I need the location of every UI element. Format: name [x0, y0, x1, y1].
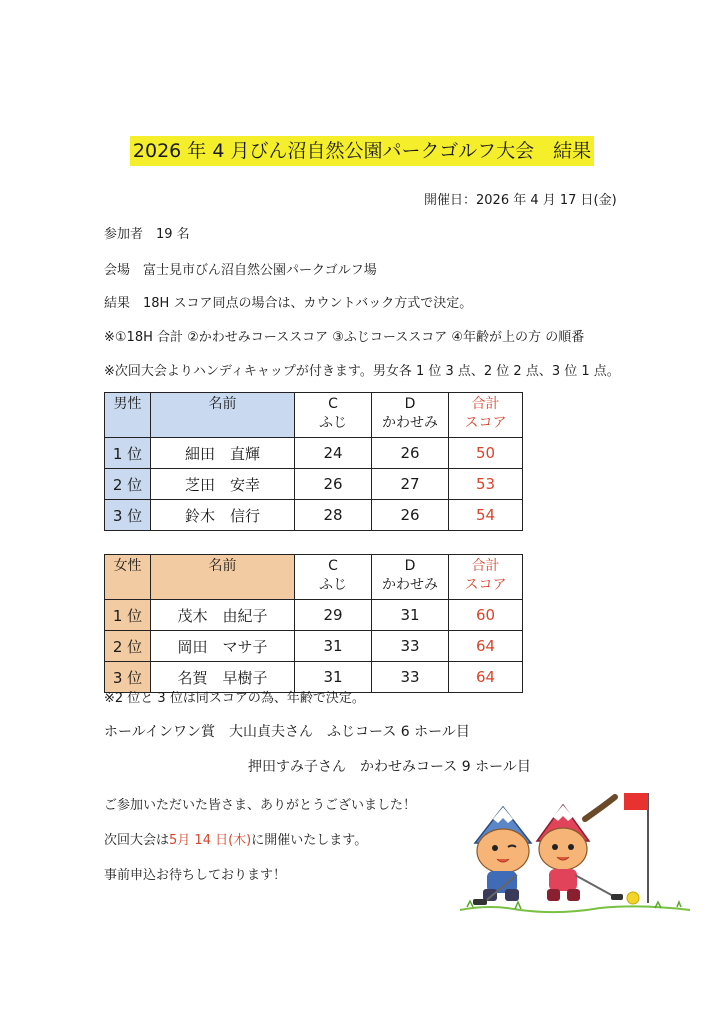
course-c-header: C ふじ — [295, 555, 372, 600]
closing-message: 事前申込お待ちしております！ — [104, 868, 287, 883]
table-row — [105, 600, 523, 631]
d-score: 31 — [372, 600, 449, 631]
rank-cell: 1 位 — [105, 438, 151, 469]
hole-in-one-2: 押田すみ子さん かわせみコース 9 ホール目 — [248, 759, 531, 775]
player-name: 茂木 由紀子 — [151, 600, 295, 631]
c-score: 24 — [295, 438, 372, 469]
hole-in-one-1: ホールインワン賞 大山貞夫さん ふじコース 6 ホール目 — [104, 724, 470, 740]
table-row — [105, 438, 523, 469]
tie-note: ※2 位と 3 位は同スコアの為、年齢で決定。 — [104, 691, 365, 706]
rank-cell: 1 位 — [105, 600, 151, 631]
course-d-header: D かわせみ — [372, 555, 449, 600]
d-score: 26 — [372, 500, 449, 531]
d-score: 33 — [372, 662, 449, 693]
rank-cell: 3 位 — [105, 500, 151, 531]
rank-cell: 2 位 — [105, 469, 151, 500]
player-name: 鈴木 信行 — [151, 500, 295, 531]
thanks-message: ご参加いただいた皆さま、ありがとうございました！ — [104, 798, 417, 813]
d-score: 33 — [372, 631, 449, 662]
player-name: 細田 直輝 — [151, 438, 295, 469]
course-c-header: C ふじ — [295, 393, 372, 438]
player-name: 岡田 マサ子 — [151, 631, 295, 662]
women-results-table — [104, 554, 523, 693]
venue: 会場 富士見市びん沼自然公園パークゴルフ場 — [104, 263, 377, 278]
table-row — [105, 469, 523, 500]
rank-cell: 3 位 — [105, 662, 151, 693]
next-event-date: 5月 14 日(木) — [169, 833, 252, 848]
total-score: 60 — [449, 600, 523, 631]
total-score: 54 — [449, 500, 523, 531]
total-score: 64 — [449, 662, 523, 693]
total-score: 64 — [449, 631, 523, 662]
mascot-blue — [473, 807, 531, 905]
gender-header: 男性 — [105, 393, 151, 438]
result-rule: 結果 18H スコア同点の場合は、カウントバック方式で決定。 — [104, 296, 473, 311]
c-score: 28 — [295, 500, 372, 531]
d-score: 27 — [372, 469, 449, 500]
total-header: 合計 スコア — [449, 555, 523, 600]
total-header: 合計 スコア — [449, 393, 523, 438]
player-name: 芝田 安幸 — [151, 469, 295, 500]
course-d-header: D かわせみ — [372, 393, 449, 438]
men-results-table — [104, 392, 523, 531]
table-row — [105, 500, 523, 531]
table-row — [105, 631, 523, 662]
rank-cell: 2 位 — [105, 631, 151, 662]
name-header: 名前 — [151, 393, 295, 438]
c-score: 31 — [295, 662, 372, 693]
total-score: 50 — [449, 438, 523, 469]
total-score: 53 — [449, 469, 523, 500]
mascot-golf-illustration — [455, 785, 695, 920]
c-score: 26 — [295, 469, 372, 500]
order-rule: ※①18H 合計 ②かわせみコーススコア ③ふじコーススコア ④年齢が上の方 の順番 — [104, 330, 585, 345]
name-header: 名前 — [151, 555, 295, 600]
d-score: 26 — [372, 438, 449, 469]
table-header-row — [105, 555, 523, 600]
player-name: 名賀 早樹子 — [151, 662, 295, 693]
handicap-note: ※次回大会よりハンディキャップが付きます。男女各 1 位 3 点、2 位 2 点、3 位 1 点。 — [104, 364, 620, 379]
event-date: 開催日：2026 年 4 月 17 日(金) — [424, 193, 617, 208]
next-event: 次回大会は5月 14 日(木)に開催いたします。 — [104, 833, 368, 848]
gender-header: 女性 — [105, 555, 151, 600]
table-header-row — [105, 393, 523, 438]
mascot-red — [537, 797, 623, 901]
c-score: 29 — [295, 600, 372, 631]
participants: 参加者 19 名 — [104, 227, 190, 242]
c-score: 31 — [295, 631, 372, 662]
page-title: 2026 年 4 月びん沼自然公園パークゴルフ大会 結果 — [130, 136, 594, 166]
